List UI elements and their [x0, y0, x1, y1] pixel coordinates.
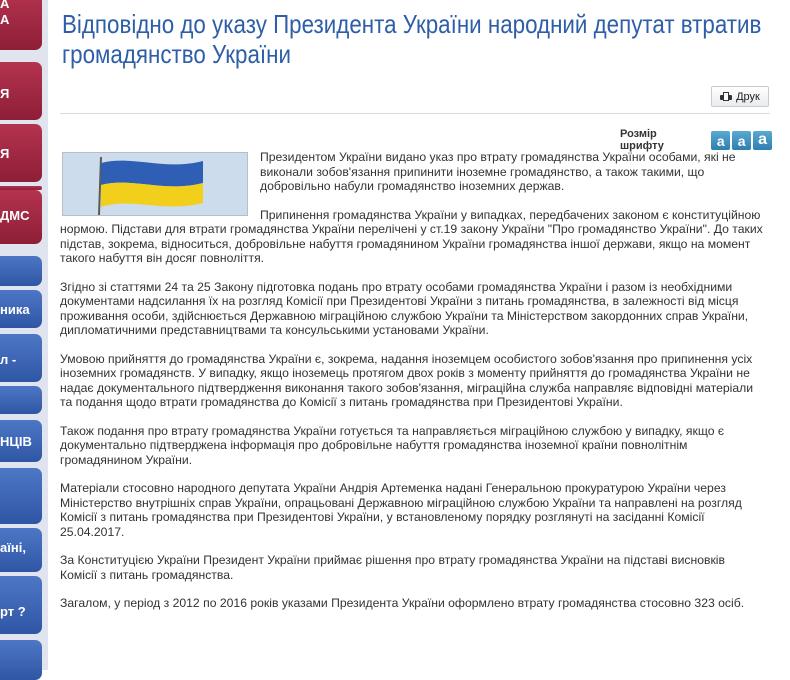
- page-title: Відповідно до указу Президента України народний депутат втратив громадянство України: [62, 9, 762, 69]
- article-paragraph: Умовою прийняття до громадянства України є, зокрема, надання іноземцем особистого зобов'язання про припинення усіх іноземних громадянств. У випадку, якщо іноземець протягом двох років з моменту прийняття до громадянства України не надає документального підтвердження виконання такого зобов'язання, міграційна служба направляє відповідні матеріали та подання щодо втрати громадянства до Комісії з питань громадянства при Президентові України.: [60, 351, 754, 409]
- sidebar-item-label: ника: [0, 302, 30, 317]
- sidebar-item-label: А: [0, 12, 10, 27]
- sidebar-item-label: А: [0, 0, 10, 11]
- sidebar-item-dms[interactable]: [0, 190, 42, 244]
- article-body: [60, 150, 764, 625]
- article-paragraph: За Конституцією України Президент України приймає рішення про втрату громадянства України на підставі висновків Комісії з питань громадянства.: [60, 553, 725, 582]
- title-divider: [60, 113, 770, 114]
- sidebar-item-2[interactable]: [0, 62, 42, 120]
- sidebar-item-12[interactable]: [0, 528, 42, 572]
- font-size-medium-button[interactable]: a: [732, 131, 751, 150]
- sidebar-item-label: л -: [0, 352, 17, 367]
- print-label: Друк: [736, 90, 760, 103]
- article-paragraph: Матеріали стосовно народного депутата України Андрія Артеменка надані Генеральною прокуратурою України через Міністерство внутрішніх справ України, опрацьовані Державною міграційною службою України та направлені на розгляд Комісії з питань громадянства при Президентові України, у встановленому порядку розглянуті на засіданні Комісії 25.04.2017.: [60, 481, 742, 539]
- ukraine-flag-image: [62, 152, 248, 216]
- sidebar-item-label: ДМС: [0, 208, 30, 223]
- print-button[interactable]: [711, 86, 769, 107]
- left-sidebar: [0, 0, 48, 670]
- font-size-small-button[interactable]: a: [711, 131, 730, 150]
- sidebar-item-label: НЦІВ: [0, 434, 32, 449]
- sidebar-item-label: Я: [0, 86, 10, 101]
- article-paragraph: Згідно зі статтями 24 та 25 Закону підготовка подань про втрату особами громадянства України і разом із необхідними документами надсилання їх на розгляд Комісії при Президентові України з питань громадянства, в залежності від місця проживання особи, здійснюється Державною міграційною службою України та Міністерством закордонних справ України, дипломатичними представництвами та консульськими установами України.: [60, 279, 749, 337]
- article-paragraph: Також подання про втрату громадянства України готується та направляється міграційною службою у випадку, якщо є документально підтверджена інформація про добровільне набуття громадянства іноземної країни повнолітнім громадянином України.: [60, 423, 725, 467]
- sidebar-item-8[interactable]: [0, 334, 42, 382]
- font-size-large-button[interactable]: a: [753, 131, 772, 150]
- sidebar-item-3[interactable]: [0, 124, 42, 182]
- sidebar-item-label: рт ?: [0, 604, 26, 619]
- article-paragraph: Загалом, у період з 2012 по 2016 років указами Президента України оформлено втрату громадянства стосовно 323 осіб.: [60, 596, 745, 610]
- sidebar-item-label: Я: [0, 146, 10, 161]
- sidebar-item-11[interactable]: [0, 468, 42, 524]
- font-size-control: [620, 129, 772, 151]
- sidebar-item-10[interactable]: [0, 420, 42, 462]
- sidebar-item-13[interactable]: [0, 576, 42, 634]
- sidebar-item-label: аїні,: [0, 540, 26, 555]
- sidebar-item-14[interactable]: [0, 640, 42, 680]
- article-paragraph: Припинення громадянства України у випадках, передбачених законом є конституційною нормою. Підстави для втрати громадянства України перелічені у ст.19 закону України "Про громадянство України". До таких підстав, зокрема, відноситься, добровільне набуття громадянином України громадянства іншої держави, якщо на момент такого набуття він досяг повноліття.: [60, 207, 763, 265]
- printer-icon: [720, 92, 732, 102]
- article-paragraph: Президентом України видано указ про втрату громадянства України особами, які не виконали зобов'язання припинити іноземне громадянство, а також такими, що добровільно набули громадянство іноземних держав.: [260, 150, 736, 193]
- sidebar-item-7[interactable]: [0, 290, 42, 328]
- sidebar-item-9[interactable]: [0, 386, 42, 414]
- sidebar-item-1[interactable]: [0, 0, 42, 50]
- sidebar-item-6[interactable]: [0, 256, 42, 286]
- font-size-label: Розмір шрифту: [620, 128, 664, 152]
